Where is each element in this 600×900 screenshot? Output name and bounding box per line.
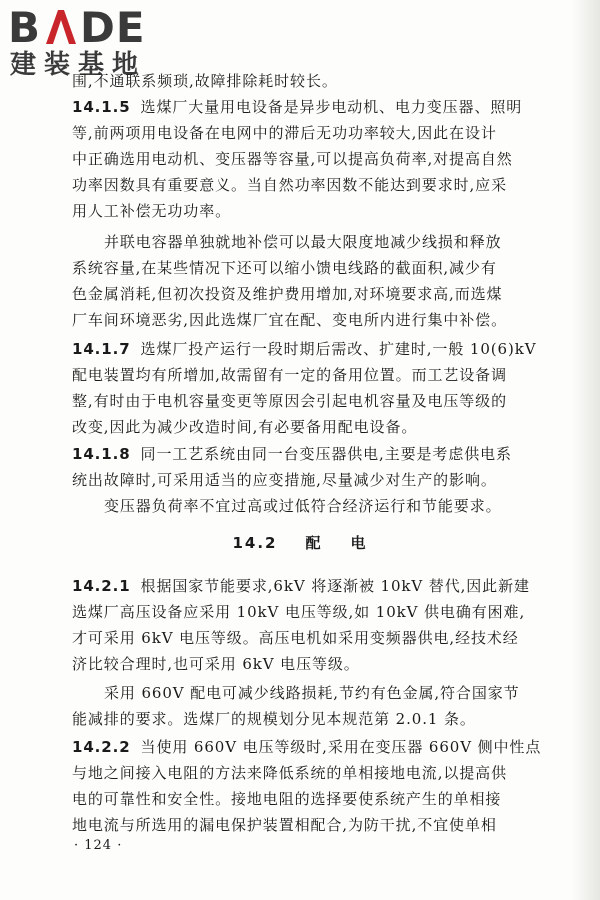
text-line: 统出故障时,可采用适当的应变措施,尽量减少对生产的影响。 [72, 471, 497, 489]
text-line: 配电装置均有所增加,故需留有一定的备用位置。而工艺设备调 [72, 366, 507, 384]
clause-number: 14.1.5 [72, 98, 131, 116]
text-line: 选煤厂高压设备应采用 10kV 电压等级,如 10kV 供电确有困难, [72, 603, 526, 621]
text-line: 中正确选用电动机、变压器等容量,可以提高负荷率,对提高自然 [72, 150, 513, 168]
text-line: 选煤厂大量用电设备是异步电动机、电力变压器、照明 [140, 98, 523, 116]
text-line: 电的可靠性和安全性。接地电阻的选择要使系统产生的单相接 [72, 790, 502, 808]
text-line: 围,不通联系频琐,故障排除耗时较长。 [72, 72, 338, 90]
clause-line [72, 94, 562, 120]
text-line: 选煤厂投产运行一段时期后需改、扩建时,一般 10(6)kV [140, 340, 537, 358]
section-heading [0, 532, 600, 553]
text-line: 并联电容器单独就地补偿可以最大限度地减少线损和释放 [104, 233, 502, 251]
clause-number: 14.1.8 [72, 445, 131, 463]
text-line: 才可采用 6kV 电压等级。高压电机如采用变频器供电,经技术经 [72, 629, 519, 647]
text-line: 地电流与所选用的漏电保护装置相配合,为防干扰,不宜使单相 [72, 816, 497, 834]
section-number: 14.2 [232, 534, 278, 552]
page-edge-shadow [572, 0, 600, 900]
text-line: 同一工艺系统由同一台变压器供电,主要是考虑供电系 [140, 445, 512, 463]
svg-text:DE: DE [80, 4, 146, 50]
clause-number: 14.2.2 [72, 738, 131, 756]
text-line: 变压器负荷率不宜过高或过低符合经济运行和节能要求。 [104, 497, 502, 515]
clause-number: 14.1.7 [72, 340, 131, 358]
text-line: 当使用 660V 电压等级时,采用在变压器 660V 侧中性点 [140, 738, 542, 756]
clause-number: 14.2.1 [72, 577, 131, 595]
clause-line [72, 573, 562, 599]
clause-line [72, 441, 562, 467]
clause-line [72, 734, 562, 760]
text-line: 功率因数具有重要意义。当自然功率因数不能达到要求时,应采 [72, 176, 507, 194]
watermark-logo-subtitle: 建装基地 [10, 50, 147, 80]
text-line: 根据国家节能要求,6kV 将逐渐被 10kV 替代,因此新建 [140, 577, 530, 595]
page-number: · 124 · [74, 838, 123, 853]
text-line: 采用 660V 配电可减少线路损耗,节约有色金属,符合国家节 [104, 684, 520, 702]
svg-text:B: B [8, 4, 42, 50]
text-line: 济比较合理时,也可采用 6kV 电压等级。 [72, 655, 360, 673]
text-line: 厂车间环境恶劣,因此选煤厂宜在配、变电所内进行集中补偿。 [72, 311, 507, 329]
text-line: 整,有时由于电机容量变更等原因会引起电机容量及电压等级的 [72, 392, 507, 410]
text-line: 改变,因此为减少改造时间,有必要备用配电设备。 [72, 418, 418, 436]
bade-logo-icon [8, 4, 176, 50]
text-line: 系统容量,在某些情况下还可以缩小馈电线路的截面积,减少有 [72, 259, 497, 277]
section-title-part: 电 [350, 534, 368, 552]
clause-line [72, 336, 562, 362]
section-title-part: 配 [305, 534, 323, 552]
text-line: 用人工补偿无功功率。 [72, 202, 232, 220]
text-line: 等,前两项用电设备在电网中的滞后无功功率较大,因此在设计 [72, 124, 497, 142]
text-line: 与地之间接入电阻的方法来降低系统的单相接地电流,以提高供 [72, 764, 507, 782]
text-line: 能减排的要求。选煤厂的规模划分见本规范第 2.0.1 条。 [72, 710, 476, 728]
text-line: 色金属消耗,但初次投资及维护费用增加,对环境要求高,而选煤 [72, 285, 503, 303]
